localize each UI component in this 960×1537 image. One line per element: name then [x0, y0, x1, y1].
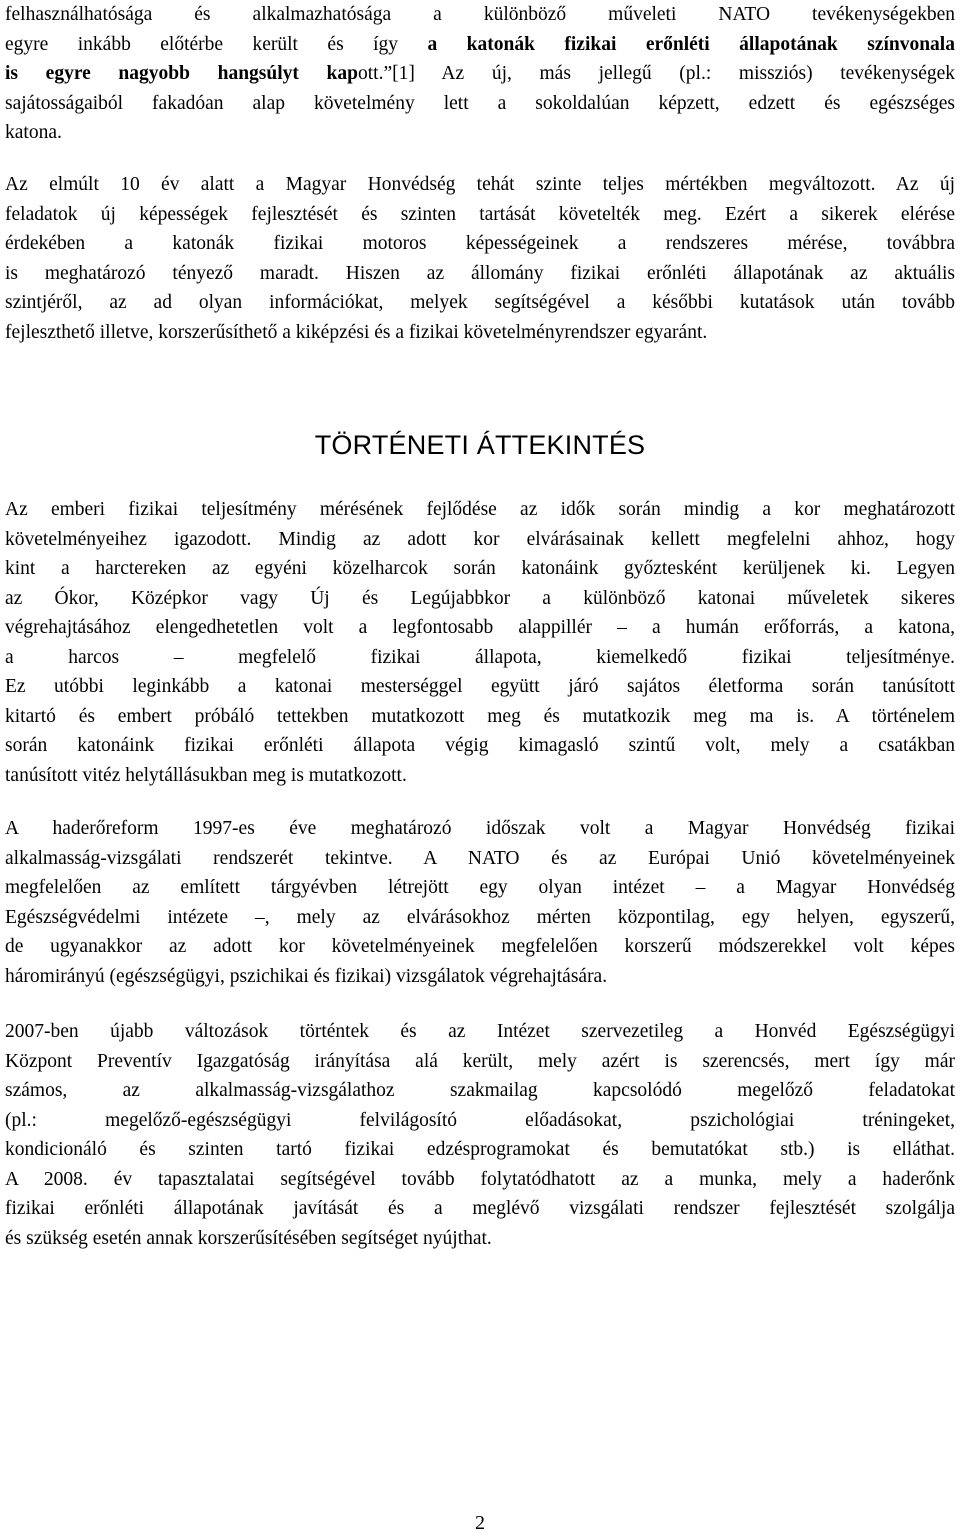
- text-run: Egészségvédelmi intézete –, mely az elvárásokhoz mérten központilag, egy helyen, egyszerű,: [5, 906, 955, 928]
- text-run: (pl.: megelőző-egészségügyi felvilágosító előadásokat, pszichológiai tréningeket,: [5, 1109, 955, 1131]
- text-run: számos, az alkalmasság-vizsgálathoz szakmailag kapcsolódó megelőző feladatokat: [5, 1080, 955, 1101]
- text-line: [5, 731, 955, 761]
- text-run: Ez utóbbi leginkább a katonai mesterséggel együtt járó sajátos életforma során tanúsított: [5, 676, 955, 697]
- text-line: [5, 814, 955, 844]
- text-run: feladatok új képességek fejlesztését és szinten tartását követelték meg. Ezért a sikerek elérése: [5, 203, 955, 225]
- text-line: [5, 1135, 955, 1165]
- text-run: kitartó és embert próbáló tettekben mutatkozott meg és mutatkozik meg ma is. A történelem: [5, 705, 955, 727]
- text-line: [5, 259, 955, 289]
- text-line: [5, 1047, 955, 1077]
- text-run: érdekében a katonák fizikai motoros képességeinek a rendszeres mérése, továbbra: [5, 233, 955, 254]
- text-line: [5, 672, 955, 702]
- text-run: és szükség esetén annak korszerűsítésében segítséget nyújthat.: [5, 1227, 492, 1249]
- text-run: kint a harctereken az egyéni közelharcok során katonáink győztesként kerüljenek ki. Legyen: [5, 558, 955, 579]
- text-line: [5, 643, 955, 673]
- text-line: [5, 30, 955, 60]
- text-run: egyre inkább előtérbe került és így: [5, 33, 428, 55]
- text-line: [5, 873, 955, 903]
- text-line: [5, 318, 955, 348]
- text-line: [5, 613, 955, 643]
- text-line: [5, 200, 955, 230]
- text-run: szintjéről, az ad olyan információkat, melyek segítségével a későbbi kutatások után tovább: [5, 292, 955, 313]
- text-line: [5, 525, 955, 555]
- paragraph-intro-continued: [5, 0, 955, 148]
- bold-text: a katonák fizikai erőnléti állapotának színvonala: [427, 33, 955, 55]
- text-run: követelményeihez igazodott. Mindig az adott kor elvárásainak kellett megfelelni ahhoz, hogy: [5, 528, 955, 550]
- bold-text: is egyre nagyobb hangsúlyt kap: [5, 63, 358, 84]
- text-line: [5, 932, 955, 962]
- section-heading: TÖRTÉNETI ÁTTEKINTÉS: [314, 430, 646, 460]
- text-run: háromirányú (egészségügyi, pszichikai és fizikai) vizsgálatok végrehajtására.: [5, 965, 608, 987]
- text-run: 2007-ben újabb változások történtek és az Intézet szervezetileg a Honvéd Egészségügyi: [5, 1021, 955, 1042]
- text-line: [5, 962, 955, 992]
- text-run: fizikai erőnléti állapotának javítását és a meglévő vizsgálati rendszer fejlesztését szolgálja: [5, 1198, 955, 1219]
- text-run: a harcos – megfelelő fizikai állapota, kiemelkedő fizikai teljesítménye.: [5, 646, 955, 668]
- text-line: [5, 495, 955, 525]
- text-run: Az emberi fizikai teljesítmény mérésének fejlődése az idők során mindig a kor meghatározott: [5, 499, 955, 520]
- text-line: [5, 1165, 955, 1195]
- text-run: de ugyanakkor az adott kor követelményeinek megfelelően korszerű módszerekkel volt képes: [5, 936, 955, 957]
- text-line: [5, 1017, 955, 1047]
- page-number: 2: [475, 1512, 485, 1534]
- text-line: [5, 1224, 955, 1254]
- text-line: [5, 844, 955, 874]
- text-run: során katonáink fizikai erőnléti állapota végig kimagasló szintű volt, mely a csatákban: [5, 735, 955, 756]
- text-run: A 2008. év tapasztalatai segítségével tovább folytatódhatott az a munka, mely a haderőnk: [5, 1168, 955, 1190]
- text-run: az Ókor, Középkor vagy Új és Legújabbkor a különböző katonai műveletek sikeres: [5, 587, 955, 609]
- text-run: sajátosságaiból fakadóan alap követelmény lett a sokoldalúan képzett, edzett és egészséges: [5, 92, 955, 114]
- text-line: [5, 1106, 955, 1136]
- text-line: [5, 584, 955, 614]
- text-run: A haderőreform 1997-es éve meghatározó időszak volt a Magyar Honvédség fizikai: [5, 818, 955, 839]
- text-run: Központ Preventív Igazgatóság irányítása alá került, mely azért is szerencsés, mert így már: [5, 1050, 955, 1072]
- text-run: felhasználhatósága és alkalmazhatósága a különböző műveleti NATO tevékenységekben: [5, 4, 955, 25]
- text-line: [5, 1076, 955, 1106]
- paragraph-history-3: [5, 1017, 955, 1253]
- paragraph-history-2: [5, 814, 955, 991]
- text-line: [5, 229, 955, 259]
- text-run: katona.: [5, 122, 62, 143]
- text-line: [5, 761, 955, 791]
- text-line: [5, 59, 955, 89]
- text-run: is meghatározó tényező maradt. Hiszen az állomány fizikai erőnléti állapotának az aktuális: [5, 262, 955, 284]
- text-run: alkalmasság-vizsgálati rendszerét tekintve. A NATO és az Európai Unió követelményeinek: [5, 847, 955, 869]
- text-run: Az elmúlt 10 év alatt a Magyar Honvédség tehát szinte teljes mértékben megváltozott. Az új: [5, 174, 955, 195]
- text-line: [5, 554, 955, 584]
- text-run: tanúsított vitéz helytállásukban meg is mutatkozott.: [5, 764, 407, 786]
- text-run: megfelelően az említett tárgyévben létrejött egy olyan intézet – a Magyar Honvédség: [5, 877, 955, 898]
- text-line: [5, 903, 955, 933]
- text-run: végrehajtásához elengedhetetlen volt a legfontosabb alappillér – a humán erőforrás, a katona,: [5, 617, 955, 638]
- text-line: [5, 89, 955, 119]
- text-line: [5, 288, 955, 318]
- paragraph-history-1: [5, 495, 955, 790]
- text-line: [5, 118, 955, 148]
- text-run: kondicionáló és szinten tartó fizikai edzésprogramokat és bemutatókat stb.) is ellát: [5, 1139, 927, 1160]
- text-line: [5, 170, 955, 200]
- text-line: [5, 0, 955, 30]
- text-line: [5, 1194, 955, 1224]
- text-run: fejleszthető illetve, korszerűsíthető a kiképzési és a fizikai követelményrendszer egyaránt.: [5, 321, 708, 343]
- text-run: ott.”[1] Az új, más jellegű (pl.: missziós) tevékenységek: [358, 63, 955, 84]
- text-run: hat.: [926, 1139, 955, 1160]
- text-line: [5, 702, 955, 732]
- paragraph-last-decade: [5, 170, 955, 347]
